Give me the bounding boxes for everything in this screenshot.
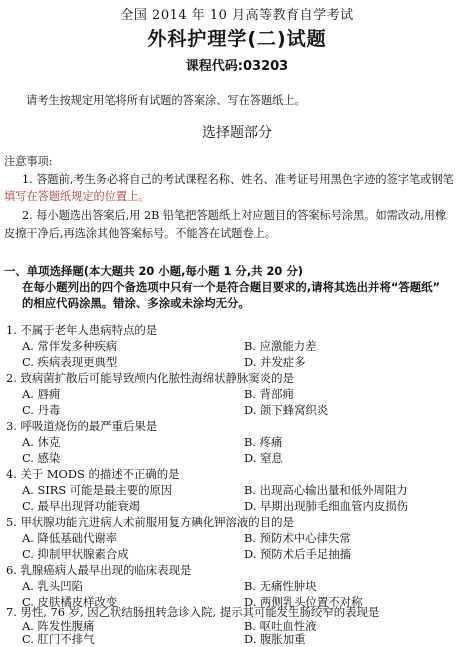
option-c: C. 最早出现肾功能衰竭 (22, 499, 141, 513)
part1-instruction-line-2: 的相应代码涂黑。错涂、多涂或未涂均无分。 (22, 296, 250, 310)
option-b: B. 应激能力差 (244, 339, 317, 353)
notes-heading: 注意事项: (4, 155, 53, 168)
note-2-line-1: 2. 每小题选出答案后,用 2B 铅笔把答题纸上对应题目的答案标号涂黑。如需改动,用橡 (22, 209, 447, 222)
option-a: A. 唇痈 (22, 387, 61, 401)
exam-title: 外科护理学(二)试题 (147, 28, 327, 50)
option-b: B. 出现高心输出量和低外周阻力 (244, 483, 408, 497)
question-stem: 2. 致病菌扩散后可能导致颅内化脓性海绵状静脉窦炎的是 (6, 371, 294, 385)
part1-instruction-line-1: 在每小题列出的四个备选项中只有一个是符合题目要求的,请将其选出并将“答题纸” (22, 280, 440, 294)
question-stem: 7. 男性, 76 岁, 因乙状结肠扭转急诊入院, 提示其可能发生肠绞窄的表现是 (6, 605, 380, 619)
option-d: D. 窒息 (244, 451, 283, 465)
intro-text: 请考生按规定用笔将所有试题的答案涂、写在答题纸上。 (26, 94, 306, 107)
note-1-line-2: 填写在答题纸规定的位置上。 (4, 190, 150, 203)
option-d: D. 腹胀加重 (244, 632, 306, 646)
note-2-line-2: 皮擦干净后,再选涂其他答案标号。不能答在试题卷上。 (4, 227, 277, 240)
option-b: B. 无痛性肿块 (244, 579, 317, 593)
option-c: C. 丹毒 (22, 403, 61, 417)
option-d: D. 并发症多 (244, 355, 306, 369)
question-stem: 6. 乳腺癌病人最早出现的临床表现是 (6, 563, 192, 577)
course-code: 课程代码:03203 (185, 59, 289, 74)
option-c: C. 皮肤橘皮样改变 (22, 595, 118, 609)
option-c: C. 疾病表现更典型 (22, 355, 118, 369)
option-b: B. 呕吐血性液 (244, 619, 317, 633)
option-a: A. 常伴发多种疾病 (22, 339, 118, 353)
note-1-line-1: 1. 答题前,考生务必将自己的考试课程名称、姓名、准考证号用黑色字迹的签字笔或钢笔 (22, 173, 454, 186)
option-a: A. 乳头凹陷 (22, 579, 84, 593)
option-b: B. 疼痛 (244, 435, 283, 449)
option-d: D. 颌下蜂窝织炎 (244, 403, 329, 417)
question-stem: 4. 关于 MODS 的描述不正确的是 (6, 467, 180, 481)
option-d: D. 早期出现肺毛细血管内皮损伤 (244, 499, 409, 513)
option-c: C. 抑制甲状腺素合成 (22, 547, 129, 561)
option-a: A. SIRS 可能是最主要的原因 (22, 483, 173, 497)
option-a: A. 阵发性腹痛 (22, 619, 95, 633)
question-stem: 5. 甲状腺功能亢进病人术前服用复方碘化钾溶液的目的是 (6, 515, 294, 529)
part1-heading: 一、单项选择题(本大题共 20 小题,每小题 1 分,共 20 分) (4, 264, 303, 278)
section-title: 选择题部分 (202, 125, 272, 141)
question-stem: 1. 不属于老年人患病特点的是 (6, 323, 158, 337)
option-b: B. 背部痈 (244, 387, 294, 401)
question-stem: 3. 呼吸道烧伤的最严重后果是 (6, 419, 158, 433)
option-d: D. 预防术后手足抽搐 (244, 547, 352, 561)
option-a: A. 休克 (22, 435, 61, 449)
option-a: A. 降低基础代谢率 (22, 531, 118, 545)
option-c: C. 感染 (22, 451, 61, 465)
exam-header-line: 全国 2014 年 10 月高等教育自学考试 (120, 8, 354, 23)
option-b: B. 预防术中心律失常 (244, 531, 351, 545)
option-d: D. 两侧乳头位置不对称 (244, 595, 363, 609)
option-c: C. 肛门不排气 (22, 632, 95, 646)
